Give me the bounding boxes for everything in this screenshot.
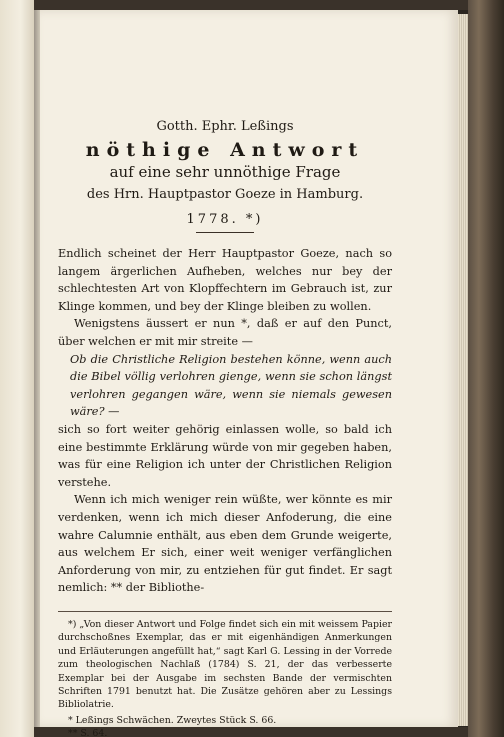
question-quote: Ob die Christliche Religion bestehen könne, wenn auch die Bibel völlig verlohren gienge, wenn sie schon längst verlohren gegangen wäre, wenn sie niemals gewesen wäre? — [70, 352, 392, 419]
footnote-3: ** S. 64. [68, 728, 108, 737]
footnote-rule [58, 611, 392, 612]
author-line: Gotth. Ephr. Leßings [156, 119, 294, 134]
top-shadow [34, 0, 468, 10]
body-text [58, 245, 392, 597]
left-page-edge [0, 0, 34, 737]
paragraph-1: Endlich scheinet der Herr Hauptpastor Goeze, nach so langem ärgerlichen Aufheben, welches nur bey der schlechtesten Art von Klopffechtern im Gebrauch ist, zur Klinge kommen, und bey der Klinge bleiben zu wollen. [58, 247, 392, 313]
page-title: nöthige Antwort [85, 139, 365, 161]
subtitle-line: auf eine sehr unnöthige Frage [109, 163, 341, 181]
book-cover [468, 0, 504, 737]
footnotes [58, 618, 392, 737]
year-line: 1778. *) [186, 212, 264, 227]
paragraph-3: sich so fort weiter gehörig einlassen wolle, so bald ich eine bestimmte Erklärung würde von mir gegeben haben, was für eine Religion ich unter der Christlichen Religion verstehe. [58, 422, 392, 489]
paragraph-2: Wenigstens äussert er nun *, daß er auf den Punct, über welchen er mit mir streite — [58, 317, 392, 348]
footnote-1: *) „Von dieser Antwort und Folge findet sich ein mit weissem Papier durchschoßnes Exemplar, das er mit eigenhändigen Anmerkungen und Erläuterungen angefüllt hat,“ sagt Karl G. Lessing in der Vorrede zum theologischen Nachlaß (1784) S. 21, der das verbesserte Exemplar bei der Ausgabe im sechsten Bande der vermischten Schriften 1791 benutzt hat. Die Zusätze gehören aber zu Lessings Bibliolatrie. [58, 618, 392, 711]
page-content [58, 112, 392, 737]
title-rule [196, 232, 254, 233]
page-edges [458, 14, 468, 726]
subtitle-line-2: des Hrn. Hauptpastor Goeze in Hamburg. [86, 187, 364, 202]
footnote-2: * Leßings Schwächen. Zweytes Stück S. 66. [68, 714, 277, 726]
paragraph-4: Wenn ich mich weniger rein wüßte, wer könnte es mir verdenken, wenn ich mich dieser Anfoderung, die eine wahre Calumnie enthält, aus eben dem Grunde weigerte, aus welchem Er sich, einer weit weniger verfänglichen Anforderung von mir, zu entziehen für gut findet. Er sagt nemlich: ** der Bibliothe- [58, 493, 392, 595]
